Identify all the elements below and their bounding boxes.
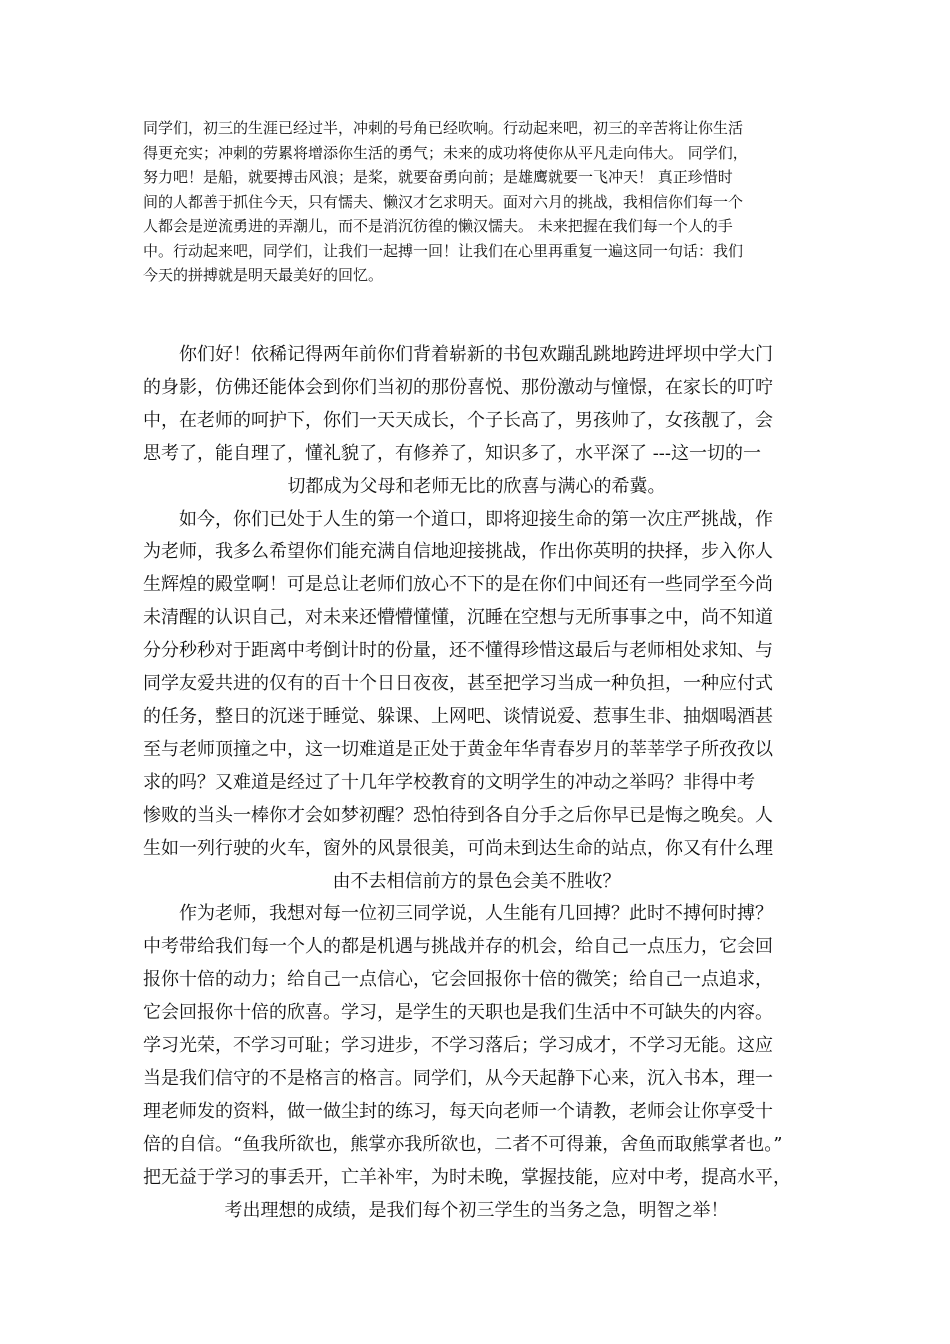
speech-line: 惨败的当头一棒你才会如梦初醒？恐怕待到各自分手之后你早已是悔之晚矣。人 [143,804,773,826]
speech-line: 当是我们信守的不是格言的格言。同学们，从今天起静下心来，沉入书本，理一 [143,1067,773,1089]
speech-line: 由不去相信前方的景色会美不胜收？ [332,870,621,892]
speech-line: 中考带给我们每一个人的都是机遇与挑战并存的机会，给自己一点压力，它会回 [143,936,773,958]
speech-line: 为老师，我多么希望你们能充满自信地迎接挑战，作出你英明的抉择，步入你人 [143,541,773,563]
intro-line: 间的人都善于抓住今天，只有懦夫、懒汉才乞求明天。面对六月的挑战，我相信你们每一个 [143,192,744,211]
speech-line: 未清醒的认识自己，对未来还懵懵懂懂，沉睡在空想与无所事事之中，尚不知道 [143,607,773,629]
intro-line: 今天的拼搏就是明天最美好的回忆。 [143,266,384,284]
intro-line: 得更充实；冲刺的劳累将增添你生活的勇气；未来的成功将使你从平凡走向伟大。 同学们， [143,143,748,162]
speech-line: 切都成为父母和老师无比的欣喜与满心的希冀。 [287,475,666,497]
speech-line: 生辉煌的殿堂啊！可是总让老师们放心不下的是在你们中间还有一些同学至今尚 [143,574,773,596]
speech-line: 同学友爱共进的仅有的百十个日日夜夜，甚至把学习当成一种负担，一种应付式 [143,673,773,695]
intro-line: 努力吧！是船，就要搏击风浪；是桨，就要奋勇向前；是雄鹰就要一飞冲天！ 真正珍惜时 [143,168,733,186]
speech-line: 求的吗？又难道是经过了十几年学校教育的文明学生的冲动之举吗？非得中考 [143,771,755,793]
speech-line: 把无益于学习的事丢开，亡羊补牢，为时未晚，掌握技能，应对中考，提高水平， [143,1166,791,1188]
speech-line: 你们好！依稀记得两年前你们背着崭新的书包欢蹦乱跳地跨进坪坝中学大门 [143,344,773,365]
speech-line: 分分秒秒对于距离中考倒计时的份量，还不懂得珍惜这最后与老师相处求知、与 [143,640,773,662]
speech-line: 报你十倍的动力；给自己一点信心，它会回报你十倍的微笑；给自己一点追求， [143,969,773,991]
speech-body [143,339,810,1227]
speech-line: 至与老师顶撞之中，这一切难道是正处于黄金年华青春岁月的莘莘学子所孜孜以 [143,738,773,760]
speech-line: 思考了，能自理了，懂礼貌了，有修养了，知识多了，水平深了 ---这一切的一 [143,442,761,464]
intro-line: 中。行动起来吧，同学们，让我们一起搏一回！让我们在心里再重复一遍这同一句话：我们 [143,241,744,260]
speech-line: 学习光荣，不学习可耻；学习进步，不学习落后；学习成才，不学习无能。这应 [143,1035,773,1057]
speech-line: 考出理想的成绩，是我们每个初三学生的当务之急，明智之举！ [224,1199,729,1221]
speech-line: 中，在老师的呵护下，你们一天天成长，个子长高了，男孩帅了，女孩靓了，会 [143,409,773,431]
intro-line: 同学们，初三的生涯已经过半，冲刺的号角已经吹响。行动起来吧，初三的辛苦将让你生活 [143,119,744,137]
intro-paragraph [143,116,810,288]
speech-line: 的任务，整日的沉迷于睡觉、躲课、上网吧、谈情说爱、惹事生非、抽烟喝酒甚 [143,705,773,727]
speech-line: 生如一列行驶的火车，窗外的风景很美，可尚未到达生命的站点，你又有什么理 [143,837,773,859]
speech-line: 作为老师，我想对每一位初三同学说，人生能有几回搏？此时不搏何时搏？ [143,903,773,925]
speech-line: 理老师发的资料，做一做尘封的练习，每天向老师一个请教，老师会让你享受十 [143,1100,773,1122]
speech-line: 它会回报你十倍的欣喜。学习，是学生的天职也是我们生活中不可缺失的内容。 [143,1002,773,1024]
speech-line: 倍的自信。“鱼我所欲也，熊掌亦我所欲也，二者不可得兼，舍鱼而取熊掌者也。” [143,1133,783,1155]
speech-line: 如今，你们已处于人生的第一个道口，即将迎接生命的第一次庄严挑战，作 [143,508,773,530]
speech-line: 的身影，仿佛还能体会到你们当初的那份喜悦、那份激动与憧憬，在家长的叮咛 [143,376,773,398]
intro-line: 人都会是逆流勇进的弄潮儿，而不是消沉彷徨的懒汉懦夫。 未来把握在我们每一个人的手 [143,217,733,235]
